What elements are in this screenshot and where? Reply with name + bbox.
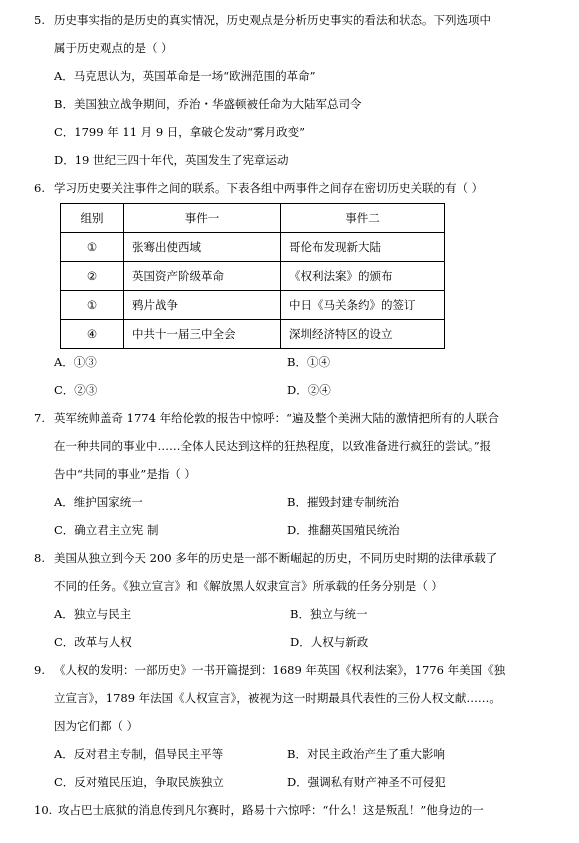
q6-event-table [60,203,445,349]
q5-option-c[interactable]: C．1799 年 11 月 9 日，拿破仑发动“雾月政变” [54,125,306,139]
row-event-two: 中日《马关条约》的签订 [281,291,445,320]
header-event-two: 事件二 [281,204,445,233]
table-row [61,262,445,291]
q8-stem-line1: 8. 美国从独立到今天 200 多年的历史是一部不断崛起的历史，不同历史时期的法律承载了 [34,551,498,565]
row-event-one: 张骞出使西域 [124,233,281,262]
q5-number: 5. [34,13,45,27]
q5-stem-line1: 5. 历史事实指的是历史的真实情况，历史观点是分析历史事实的看法和状态。下列选项中 [34,13,491,27]
q7-stem-line3: 告中“共同的事业”是指（ ） [54,467,196,481]
q9-option-a[interactable]: A．反对君主专制，倡导民主平等 [54,747,224,761]
q6-option-c[interactable]: C．②③ [54,383,98,397]
table-row [61,320,445,349]
q8-number: 8. [34,551,45,565]
q9-option-c[interactable]: C．反对殖民压迫，争取民族独立 [54,775,224,789]
q8-option-b[interactable]: B．独立与统一 [290,607,368,621]
q7-option-d[interactable]: D．推翻英国殖民统治 [287,523,400,537]
q6-option-a[interactable]: A．①③ [54,355,97,369]
q7-stem-line2: 在一种共同的事业中……全体人民达到这样的狂热程度，以致准备进行疯狂的尝试。”报 [54,439,492,453]
q6-number: 6. [34,181,45,195]
q7-option-b[interactable]: B．摧毁封建专制统治 [287,495,399,509]
q9-option-b[interactable]: B．对民主政治产生了重大影响 [287,747,445,761]
row-event-two: 哥伦布发现新大陆 [281,233,445,262]
q5-option-b[interactable]: B．美国独立战争期间，乔治・华盛顿被任命为大陆军总司令 [54,97,362,111]
q6-option-d[interactable]: D．②④ [287,383,331,397]
row-event-one: 英国资产阶级革命 [124,262,281,291]
table-row [61,291,445,320]
q9-option-d[interactable]: D．强调私有财产神圣不可侵犯 [287,775,446,789]
row-group: ① [61,291,124,320]
row-group: ② [61,262,124,291]
q9-stem-line2: 立宣言》，1789 年法国《人权宣言》，被视为这一时期最具代表性的三份人权文献……。 [54,691,501,705]
q5-option-a[interactable]: A．马克思认为，英国革命是一场“欧洲范围的革命” [54,69,316,83]
q8-option-d[interactable]: D．人权与新政 [290,635,369,649]
row-event-one: 中共十一届三中全会 [124,320,281,349]
q10-number: 10. [34,803,53,817]
header-event-one: 事件一 [124,204,281,233]
q7-number: 7. [34,411,45,425]
row-group: ④ [61,320,124,349]
row-group: ① [61,233,124,262]
q9-stem-line3: 因为它们都（ ） [54,719,139,733]
q7-stem-line1: 7. 英军统帅盖奇 1774 年给伦敦的报告中惊呼：“遍及整个美洲大陆的激情把所有的人联合 [34,411,499,425]
q10-stem-line1: 10. 攻占巴士底狱的消息传到凡尔赛时，路易十六惊呼：“什么！这是叛乱！”他身边的一 [34,803,484,817]
q9-number: 9. [34,663,45,677]
q7-option-c[interactable]: C．确立君主立宪 制 [54,523,159,537]
row-event-two: 深圳经济特区的设立 [281,320,445,349]
row-event-one: 鸦片战争 [124,291,281,320]
q8-option-a[interactable]: A．独立与民主 [54,607,132,621]
q8-option-c[interactable]: C．改革与人权 [54,635,132,649]
q7-option-a[interactable]: A．维护国家统一 [54,495,143,509]
row-event-two: 《权利法案》的颁布 [281,262,445,291]
table-row [61,233,445,262]
header-group: 组别 [61,204,124,233]
q9-stem-line1: 9. 《人权的发明：一部历史》一书开篇提到：1689 年英国《权利法案》，1776 年美国《独 [34,663,506,677]
q6-option-b[interactable]: B．①④ [287,355,330,369]
q5-option-d[interactable]: D．19 世纪三四十年代，英国发生了宪章运动 [54,153,289,167]
table-header-row [61,204,445,233]
q5-stem-line2: 属于历史观点的是（ ） [54,41,173,55]
q6-stem-line1: 6. 学习历史要关注事件之间的联系。下表各组中两事件之间存在密切历史关联的有（ ） [34,181,484,195]
q8-stem-line2: 不同的任务。《独立宣言》和《解放黑人奴隶宣言》所承载的任务分别是（ ） [54,579,443,593]
